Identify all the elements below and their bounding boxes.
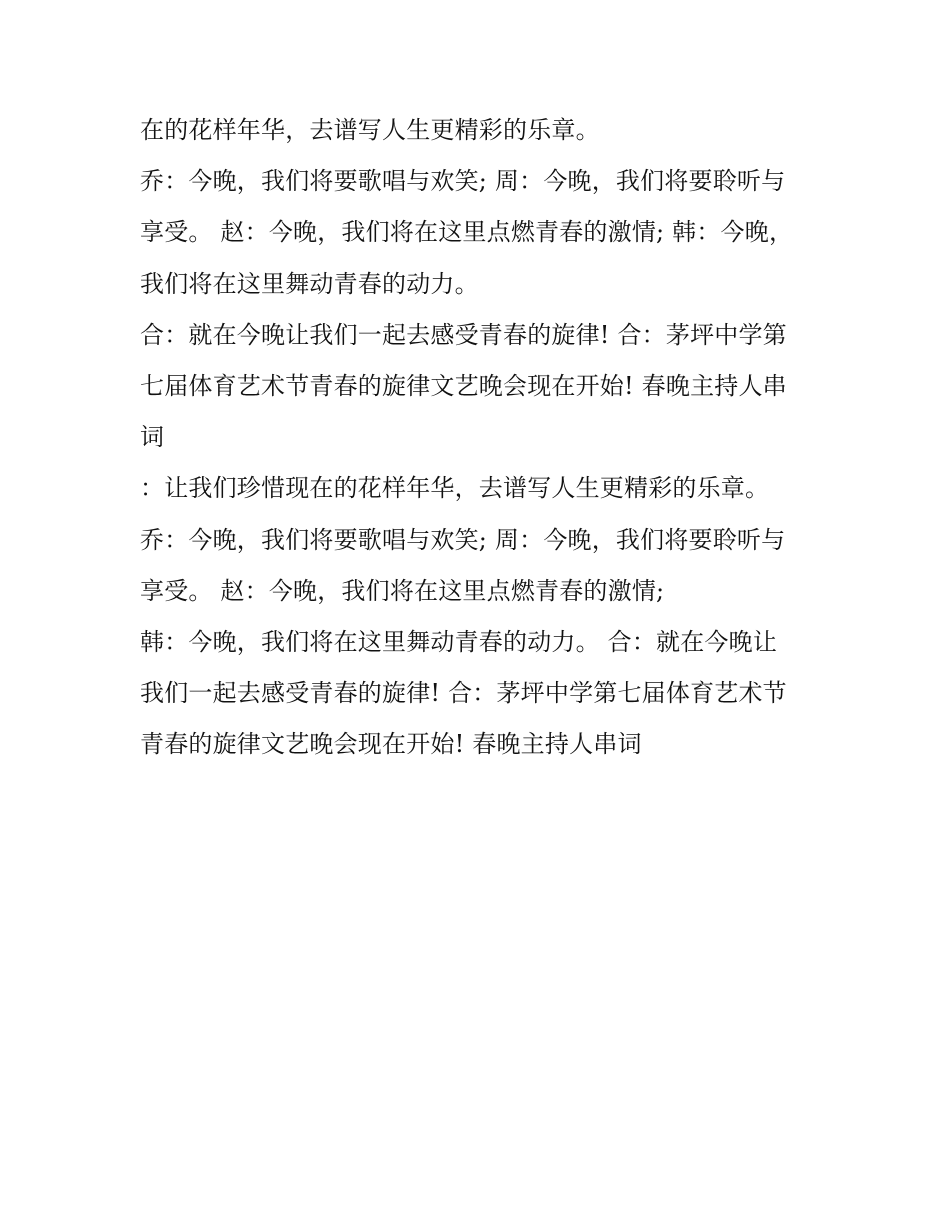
text-line: 韩：今晚，我们将在这里舞动青春的动力。 合：就在今晚让: [140, 627, 778, 656]
text-line: 乔：今晚，我们将要歌唱与欢笑; 周：今晚，我们将要聆听与: [140, 525, 786, 554]
text-line: 合：就在今晚让我们一起去感受青春的旋律! 合：茅坪中学第: [140, 320, 787, 349]
text-line: 词: [140, 423, 165, 452]
text-line: 青春的旋律文艺晚会现在开始! 春晚主持人串词: [140, 730, 642, 759]
text-line: 我们将在这里舞动青春的动力。: [140, 269, 479, 298]
document-body: [140, 105, 805, 770]
text-line: 享受。 赵：今晚，我们将在这里点燃青春的激情;: [140, 576, 665, 605]
text-line: 我们一起去感受青春的旋律! 合：茅坪中学第七届体育艺术节: [140, 679, 787, 708]
text-line: ：让我们珍惜现在的花样年华，去谱写人生更精彩的乐章。: [140, 474, 770, 503]
text-line: 七届体育艺术节青春的旋律文艺晚会现在开始! 春晚主持人串: [140, 371, 787, 400]
text-line: 在的花样年华，去谱写人生更精彩的乐章。: [140, 116, 600, 144]
text-line: 乔：今晚，我们将要歌唱与欢笑; 周：今晚，我们将要聆听与: [140, 167, 786, 196]
text-line: 享受。 赵：今晚，我们将在这里点燃青春的激情; 韩：今晚，: [140, 218, 794, 247]
